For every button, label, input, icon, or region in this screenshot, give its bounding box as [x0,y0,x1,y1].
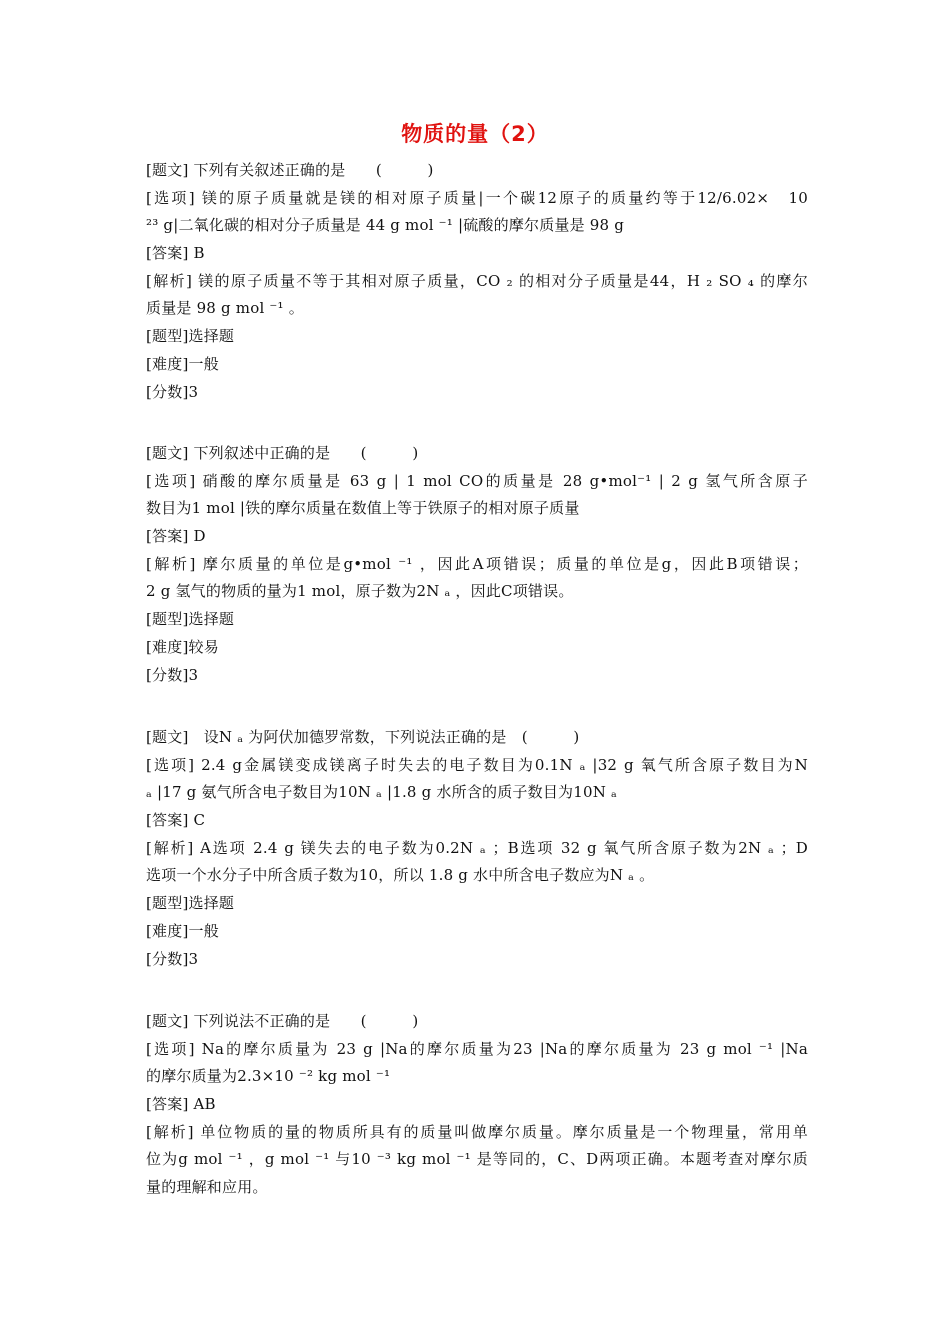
question-block-2 [146,440,808,689]
question-stem: [题文] 下列说法不正确的是 ( ) [146,1012,419,1030]
analysis-line: 量的理解和应用。 [146,1178,268,1197]
options-line: [选项] 镁的原子质量就是镁的相对原子质量|一个碳12原子的质量约等于12/6.02× 10 [146,188,808,207]
question-block-1 [146,157,808,406]
options-line: ₐ |17 g 氨气所含电子数目为10N ₐ |1.8 g 水所含的质子数目为10N ₐ [146,783,617,802]
analysis-line: [解析] A选项 2.4 g 镁失去的电子数为0.2N ₐ ；B选项 32 g 氧气所含原子数为2N ₐ ；D [146,838,808,857]
page-title: 物质的量（2） [401,122,549,146]
analysis-line: [解析] 摩尔质量的单位是g•mol ⁻¹ ，因此A项错误；质量的单位是g，因此B项错误； [146,554,808,573]
options-line: ²³ g|二氧化碳的相对分子质量是 44 g mol ⁻¹ |硫酸的摩尔质量是 98 g [146,216,625,235]
answer-line: [答案] C [146,811,206,830]
options-line: 的摩尔质量为2.3×10 ⁻² kg mol ⁻¹ [146,1067,391,1086]
question-stem: [题文] 下列叙述中正确的是 ( ) [146,444,419,462]
analysis-line: 质量是 98 g mol ⁻¹ 。 [146,299,304,318]
question-type: [题型]选择题 [146,610,235,629]
score: [分数]3 [146,665,199,684]
analysis-line: 位为g mol ⁻¹ ，g mol ⁻¹ 与10 ⁻³ kg mol ⁻¹ 是等同的，C、D两项正确。本题考查对摩尔质 [146,1150,808,1169]
analysis-line: 选项一个水分子中所含质子数为10，所以 1.8 g 水中所含电子数应为N ₐ 。 [146,866,655,885]
difficulty: [难度]一般 [146,921,219,940]
score: [分数]3 [146,949,199,968]
difficulty: [难度]较易 [146,637,219,656]
answer-line: [答案] B [146,244,205,263]
analysis-line: [解析] 镁的原子质量不等于其相对原子质量，CO ₂ 的相对分子质量是44，H ₂ SO ₄ 的摩尔 [146,271,808,290]
difficulty: [难度]一般 [146,354,219,373]
question-stem: [题文] 设N ₐ 为阿伏加德罗常数，下列说法正确的是 ( ) [146,728,580,746]
answer-line: [答案] D [146,527,206,546]
answer-line: [答案] AB [146,1095,216,1114]
options-line: 数目为1 mol |铁的摩尔质量在数值上等于铁原子的相对原子质量 [146,499,580,518]
options-line: [选项] Na的摩尔质量为 23 g |Na的摩尔质量为23 |Na的摩尔质量为 23 g mol ⁻¹ |Na [146,1039,808,1058]
score: [分数]3 [146,382,199,401]
question-type: [题型]选择题 [146,894,235,913]
question-type: [题型]选择题 [146,327,235,346]
analysis-line: 2 g 氢气的物质的量为1 mol，原子数为2N ₐ ，因此C项错误。 [146,582,574,601]
question-block-4 [146,1008,808,1202]
options-line: [选项] 硝酸的摩尔质量是 63 g | 1 mol CO的质量是 28 g•mol⁻¹ | 2 g 氢气所含原子 [146,471,808,490]
options-line: [选项] 2.4 g金属镁变成镁离子时失去的电子数目为0.1N ₐ |32 g 氧气所含原子数目为N [146,755,808,774]
question-block-3 [146,724,808,973]
question-stem: [题文] 下列有关叙述正确的是 ( ) [146,161,434,179]
analysis-line: [解析] 单位物质的量的物质所具有的质量叫做摩尔质量。摩尔质量是一个物理量，常用单 [146,1122,808,1141]
